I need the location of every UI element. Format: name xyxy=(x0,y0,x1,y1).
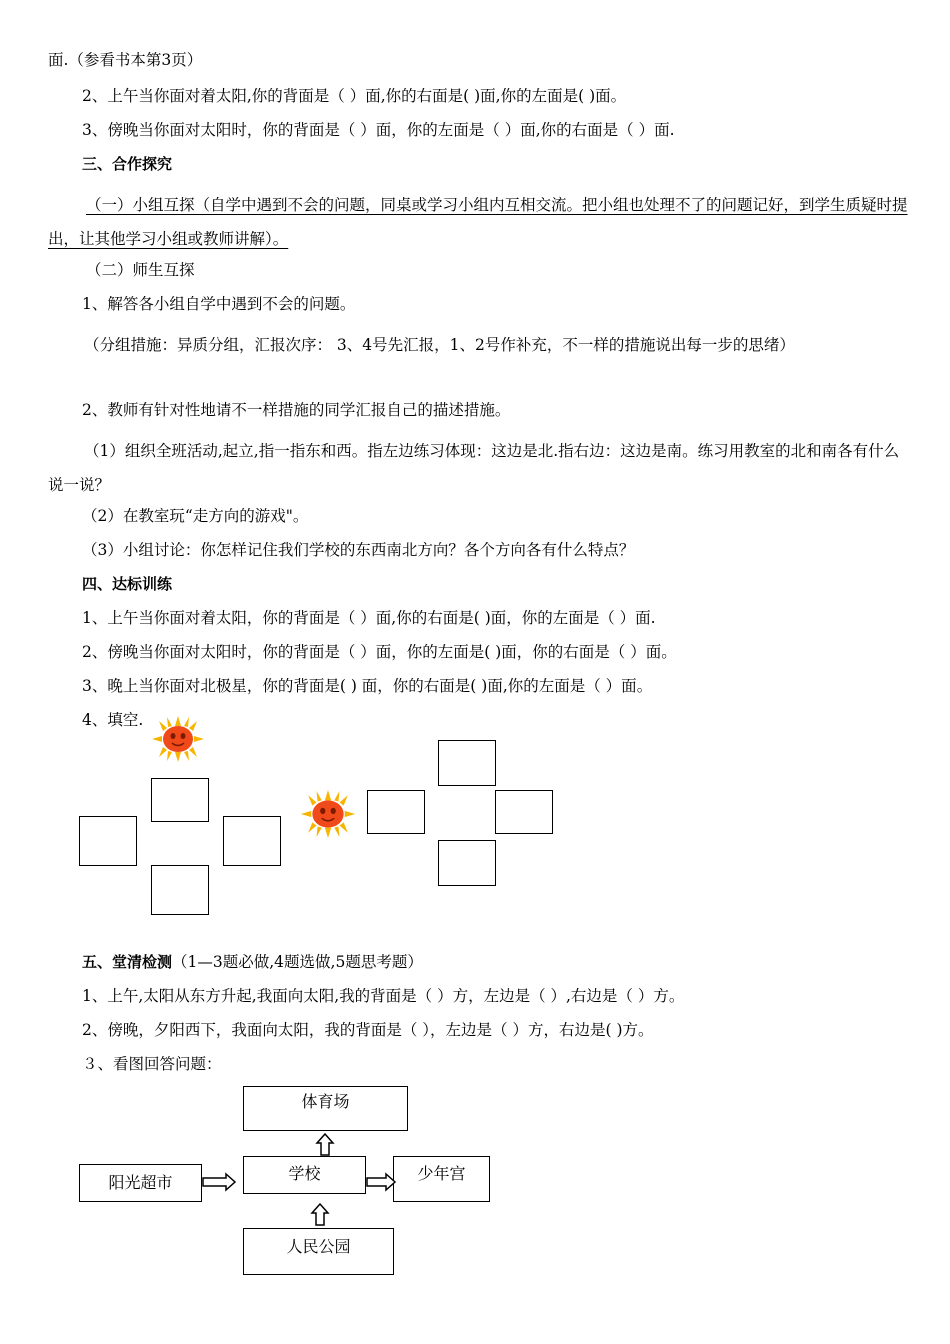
test-3: ３、看图回答问题： xyxy=(82,1055,222,1073)
paragraph-group-explore: （一）小组互探（自学中遇到不会的问题，同桌或学习小组内互相交流。把小组也处理不了的问题记好，到学生质疑时提出，让其他学习小组或教师讲解）。 xyxy=(48,196,908,248)
diagram-supermarket: 阳光超市 xyxy=(79,1164,202,1202)
answer-box-east-right[interactable] xyxy=(495,790,553,834)
arrow-up-icon xyxy=(310,1202,330,1226)
paragraph-teacher-student: （二）师生互探 xyxy=(86,261,195,279)
exercise-3: 3、晚上当你面对北极星，你的背面是( ) 面，你的右面是( )面,你的左面是（ ）面。 xyxy=(82,677,653,695)
exercise-2: 2、傍晚当你面对太阳时，你的背面是（ ）面，你的左面是( )面，你的右面是（ ）面。 xyxy=(82,643,677,661)
section-heading-3: 三、合作探究 xyxy=(82,155,173,173)
paragraph-activity-3: （3）小组讨论：你怎样记住我们学校的东西南北方向？各个方向各有什么特点？ xyxy=(82,541,635,559)
answer-box-west-left[interactable] xyxy=(79,816,137,866)
paragraph-activity-1: （1）组织全班活动,起立,指一指东和西。指左边练习体现：这边是北.指右边：这边是南。练习用教室的北和南各有什么说一说？ xyxy=(48,442,900,494)
line-intro: 面.（参看书本第3页） xyxy=(48,51,203,69)
diagram-stadium: 体育场 xyxy=(243,1086,408,1131)
paragraph-activity-2: （2）在教室玩“走方向的游戏"。 xyxy=(82,507,309,525)
test-2: 2、傍晚，夕阳西下，我面向太阳，我的背面是（ ），左边是（ ）方，右边是( )方。 xyxy=(82,1021,654,1039)
diagram-youth-palace: 少年宫 xyxy=(393,1156,490,1202)
diagram-park: 人民公园 xyxy=(243,1228,394,1275)
section-heading-5 xyxy=(82,952,942,972)
arrow-right-icon xyxy=(202,1172,236,1192)
section-heading-4: 四、达标训练 xyxy=(82,575,173,593)
arrow-up-icon xyxy=(315,1132,335,1156)
answer-box-south-right[interactable] xyxy=(438,840,496,886)
paragraph-answer-1: 1、解答各小组自学中遇到不会的问题。 xyxy=(82,295,356,313)
diagram-school: 学校 xyxy=(243,1156,366,1194)
answer-box-west-right[interactable] xyxy=(367,790,425,834)
answer-box-south-left[interactable] xyxy=(151,865,209,915)
question-2: 2、上午当你面对着太阳,你的背面是（ ）面,你的右面是( )面,你的左面是( )面。 xyxy=(82,87,627,105)
arrow-right-icon xyxy=(366,1172,396,1192)
paragraph-answer-2: 2、教师有针对性地请不一样措施的同学汇报自己的描述措施。 xyxy=(82,401,511,419)
question-3: 3、傍晚当你面对太阳时，你的背面是（ ）面，你的左面是（ ）面,你的右面是（ ）面. xyxy=(82,121,675,139)
section-heading-5-note: （1—3题必做,4题选做,5题思考题） xyxy=(172,953,423,971)
answer-box-east-left[interactable] xyxy=(223,816,281,866)
sun-icon xyxy=(152,716,204,762)
exercise-4: 4、填空. xyxy=(82,711,144,729)
section-heading-5-title: 五、堂清检测 xyxy=(82,953,173,971)
sun-icon xyxy=(300,790,356,838)
answer-box-north-right[interactable] xyxy=(438,740,496,786)
exercise-1: 1、上午当你面对着太阳，你的背面是（ ）面,你的右面是( )面，你的左面是（ ）面. xyxy=(82,609,656,627)
test-1: 1、上午,太阳从东方升起,我面向太阳,我的背面是（ ）方，左边是（ ）,右边是（ ）方。 xyxy=(82,987,685,1005)
answer-box-north-left[interactable] xyxy=(151,778,209,822)
paragraph-grouping: （分组措施：异质分组，汇报次序： 3、4号先汇报，1、2号作补充，不一样的措施说出每一步的思绪） xyxy=(84,336,795,354)
